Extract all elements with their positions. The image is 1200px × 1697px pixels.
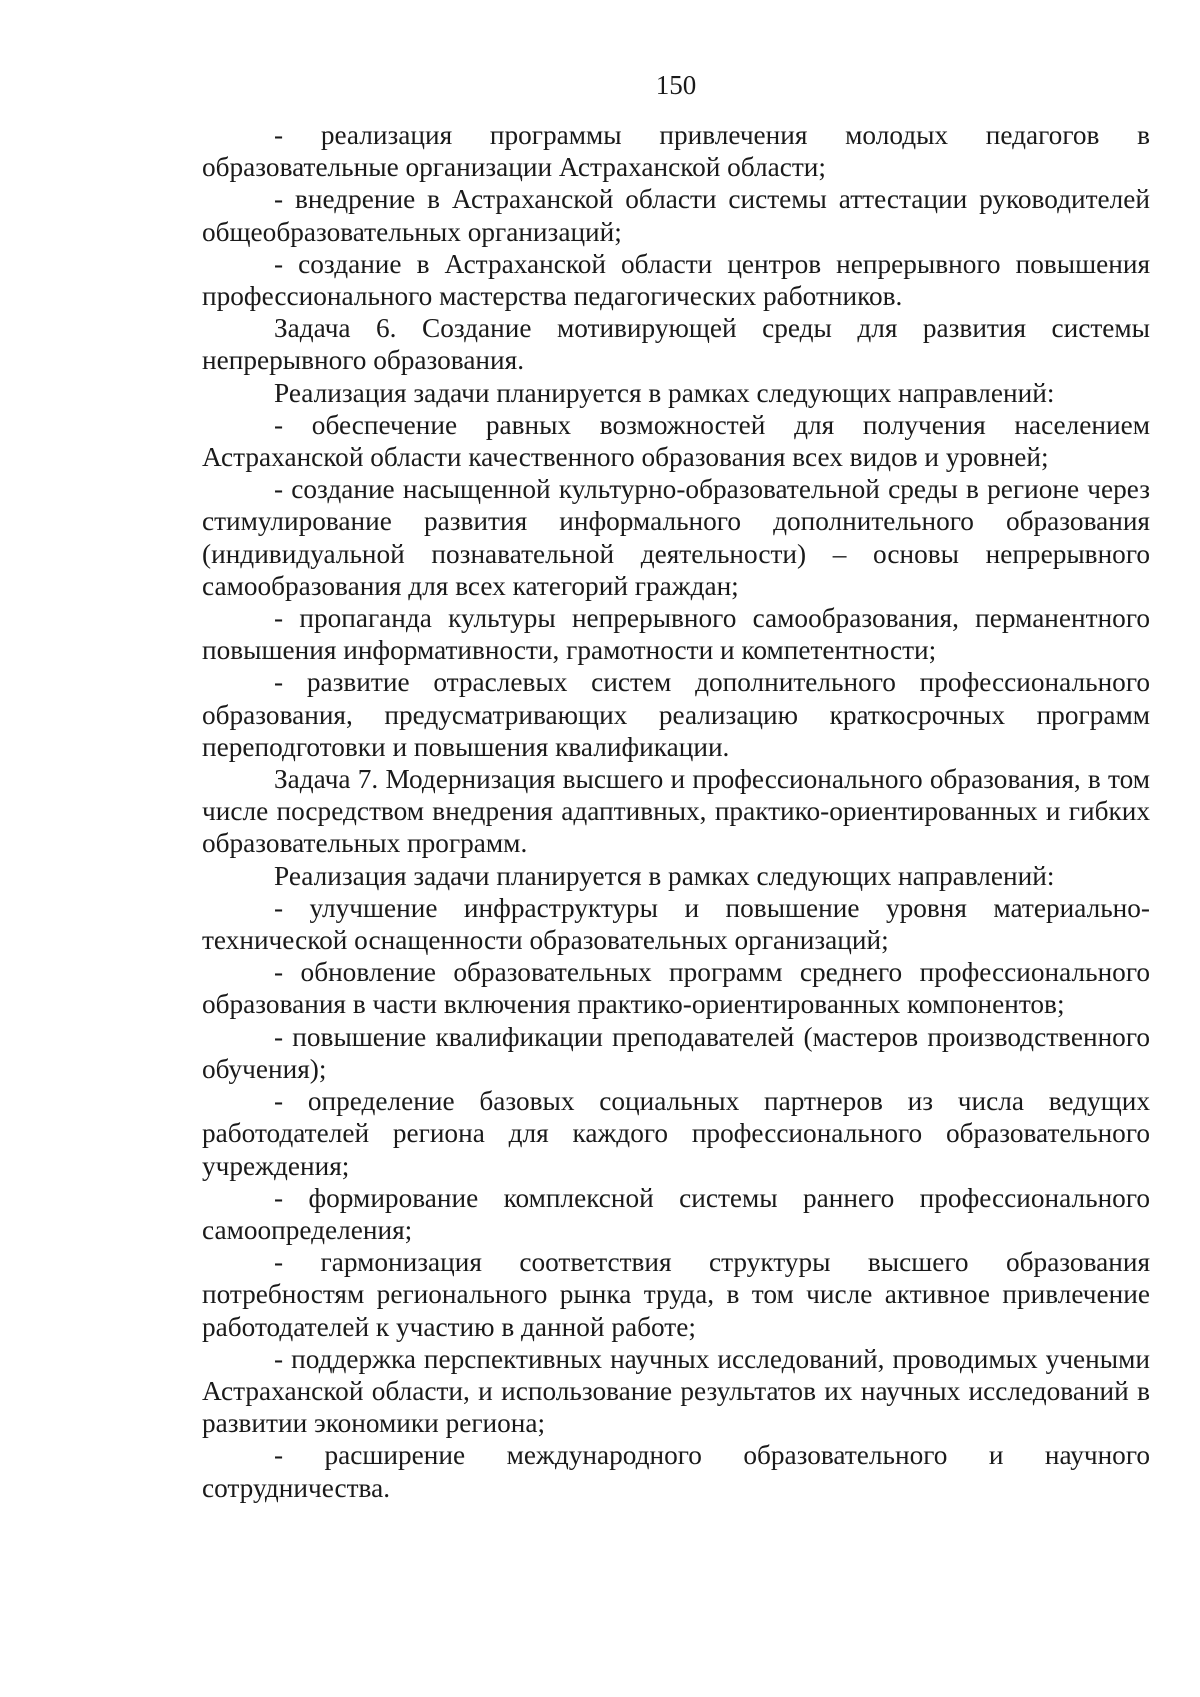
page-number: 150: [655, 70, 697, 100]
paragraph: Реализация задачи планируется в рамках следующих направлений:: [274, 860, 1055, 891]
paragraph: - гармонизация соответствия структуры высшего образования потребностям регионального рынка труда, в том числе активное привлечение работодателей к участию в данной работе;: [202, 1247, 1150, 1342]
paragraph: - внедрение в Астраханской области системы аттестации руководителей общеобразовательных организаций;: [202, 184, 1150, 247]
task-heading: Задача 7. Модернизация высшего и профессионального образования, в том числе посредством внедрения адаптивных, практико-ориентированных и гибких образовательных программ.: [202, 764, 1150, 859]
paragraph: - развитие отраслевых систем дополнительного профессионального образования, предусматривающих реализацию краткосрочных программ переподготовки и повышения квалификации.: [202, 667, 1150, 762]
task-heading: Задача 6. Создание мотивирующей среды для развития системы непрерывного образования.: [202, 313, 1150, 376]
paragraph: - создание насыщенной культурно-образовательной среды в регионе через стимулирование развития информального дополнительного образования (индивидуальной познавательной деятельности) – основы непрерывного самообразования для всех категорий граждан;: [202, 474, 1150, 601]
paragraph: - пропаганда культуры непрерывного самообразования, перманентного повышения информативности, грамотности и компетентности;: [202, 603, 1150, 666]
paragraph: - определение базовых социальных партнеров из числа ведущих работодателей региона для каждого профессионального образовательного учреждения;: [202, 1086, 1150, 1181]
paragraph: - обеспечение равных возможностей для получения населением Астраханской области качественного образования всех видов и уровней;: [202, 409, 1150, 473]
paragraph: - повышение квалификации преподавателей (мастеров производственного обучения);: [202, 1021, 1150, 1084]
paragraph: - улучшение инфраструктуры и повышение уровня материально-технической оснащенности образовательных организаций;: [202, 892, 1150, 956]
paragraph: Реализация задачи планируется в рамках следующих направлений:: [274, 377, 1055, 408]
document-body: [202, 119, 1150, 1504]
paragraph: - расширение международного образовательного и научного сотрудничества.: [202, 1440, 1150, 1503]
paragraph: - создание в Астраханской области центров непрерывного повышения профессионального мастерства педагогических работников.: [202, 248, 1150, 312]
paragraph: - реализация программы привлечения молодых педагогов в образовательные организации Астраханской области;: [202, 120, 1150, 183]
paragraph: - обновление образовательных программ среднего профессионального образования в части включения практико-ориентированных компонентов;: [202, 957, 1150, 1020]
paragraph: - формирование комплексной системы раннего профессионального самоопределения;: [202, 1182, 1150, 1245]
paragraph: - поддержка перспективных научных исследований, проводимых учеными Астраханской области, и использование результатов их научных исследований в развитии экономики региона;: [202, 1343, 1150, 1439]
